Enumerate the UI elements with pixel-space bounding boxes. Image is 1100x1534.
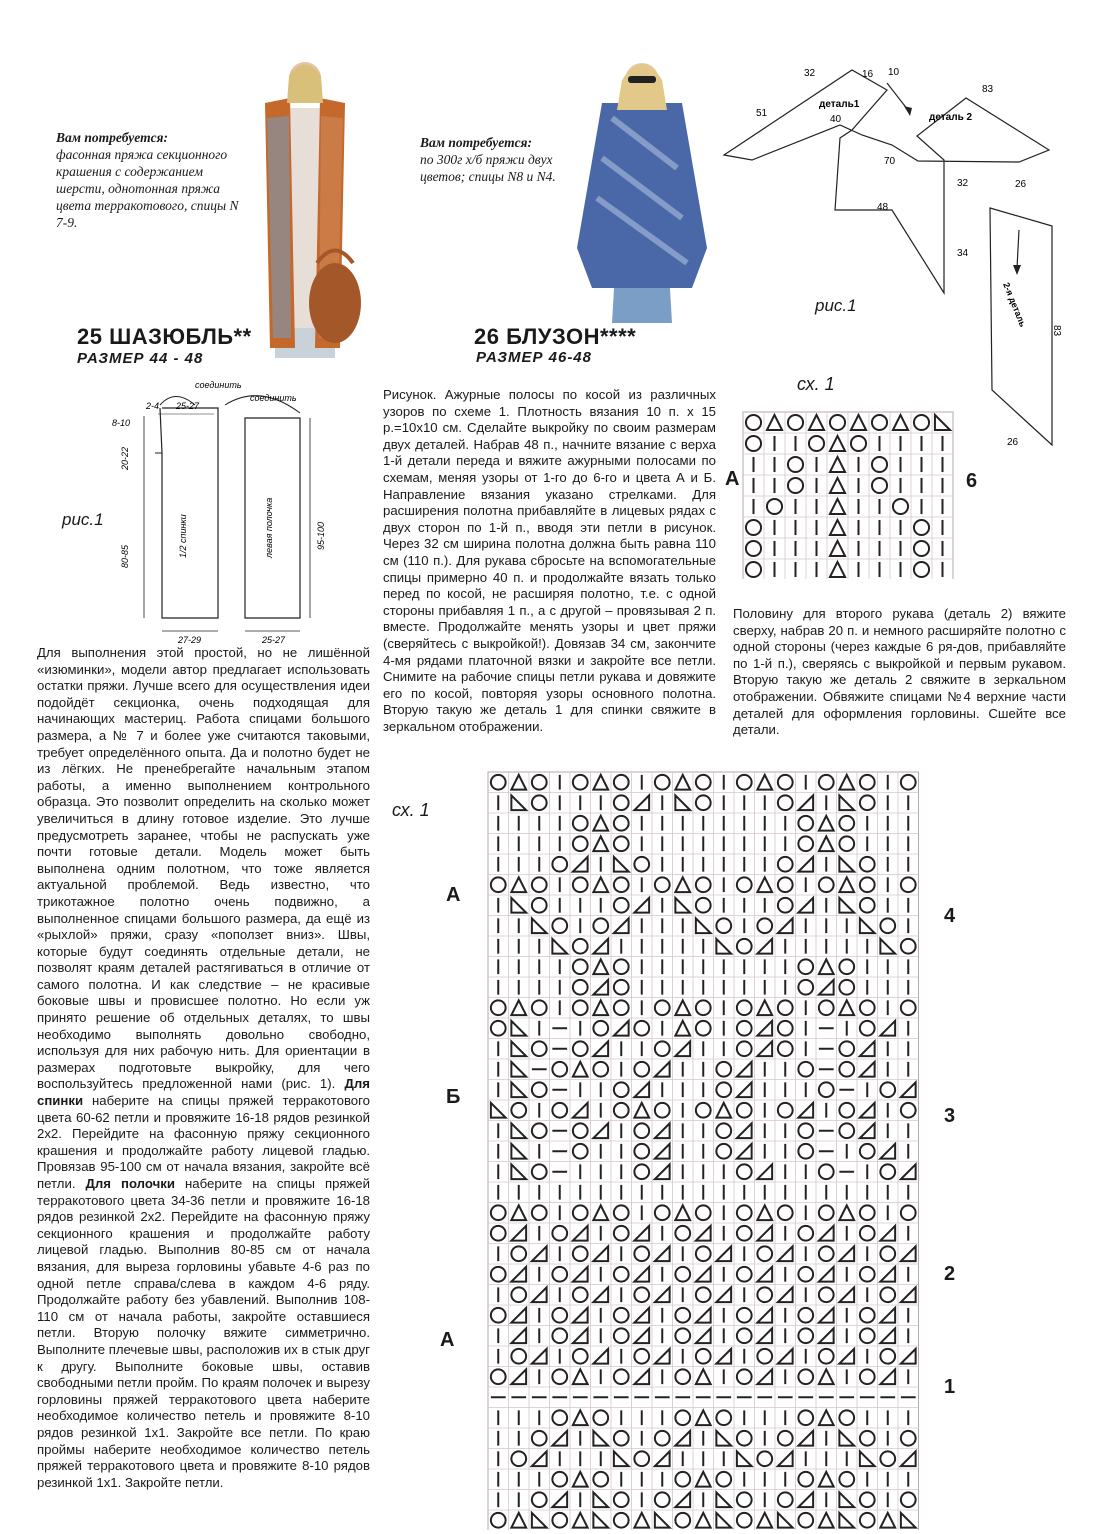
model26-requirements [420,134,575,185]
dim-2-4: 2-4 [146,401,160,411]
big-chart-label: сх. 1 [392,800,430,820]
model25-photo [245,48,365,358]
model25-text-2: наберите на спицы пряжей терракотового цвета 60-62 петли и провяжите 16-18 рядов резинкой 2х2. Перейдите на фасонную пряжу секционного крашения и продолжайте работу лицевой гладью. Провязав 95-100 см от начала вязания, закройте всё петли. [37,1093,370,1191]
connect-label-1: соединить [195,380,242,390]
dim-25-27-top: 25-27 [176,401,200,411]
small-chart-right-label: 6 [966,470,978,492]
model26-body-text-right: Половину для второго рукава (деталь 2) вяжите сверху, набрав 20 п. и немного расширяйте полотно с одной стороны (через каждые 6 ря-дов, прибавляйте по 1-й п.), сверяясь с выкройкой и первым рукавом. Вторую такую же деталь 2 свяжите в зеркальном отображении. Обвяжите спицами №4 верхние части деталей для оформления горловины. Сшейте все детали. [733,606,1066,738]
model26-size: РАЗМЕР 46-48 [476,349,592,366]
model25-title: 25 ШАЗЮБЛЬ** [77,324,252,349]
model25-text-3: наберите на спицы пряжей терракотового цвета 34-36 петли и провяжите 16-18 рядов резинкой 2х2. Перейдите на фасонную пряжу секционного крашения и продолжайте работу лицевой гладью. Выполнив 80-85 см от начала вязания, для выреза горловины убавьте 4-6 раз по одной петле справа/слева в каждом 4-6 ряду. Продолжайте работу без убавлений. Выполнив 108-110 см от начала работы, закройте оставшиеся петли. Вторую полочку вяжите симметрично. Выполните плечевые швы, расположив их в стык друг к другу. Выполните боковые швы, оставив свободными петли пройм. По краям полочек и вырезу горловины пряжей терракотового цвета наберите необходимое количество петель и провяжите 8-10 рядов резинкой 1х1. Закройте все петли. По краю проймы наберите необходимое количество петель пряжей терракотового цвета и провяжите 8-10 рядов резинкой 1х1. Закройте петли. [37,1176,370,1490]
model26-fig-label: рис.1 [815,296,857,315]
dim-32b: 32 [957,178,969,189]
model25-pattern-drawing [100,378,335,648]
small-chart-label: сх. 1 [797,374,835,394]
model25-text-back: Для спинки [37,1076,370,1109]
back-label: 1/2 спинки [178,514,188,558]
model25-text-1: Для выполнения этой простой, но не лишённой «изюминки», модели автор предлагает использовать остатки пряжи. Лучше всего для осуществления идеи подойдёт секционка, очень подходящая для начинающих мастериц. Работа спицами большого размера, а № 7 и более уже считаются таковыми, требует определённого опыта. Да и полотно будет не из лёгких. Не пренебрегайте начальным этапом работы, а именно выполнением контрольного образца. Это позволит определить на сколько может увеличиться в длину готовое изделие. Это лучше предусмотреть заранее, чтобы не распускать уже почти готовые детали. Модель может быть выполнена одним полотном, что тоже является актуальной проблемой. Ведь известно, что трикотажное полотно очень подвижно, а выполненное спицами большого размера, да ещё из «рыхлой» пряжи, сразу «поползет вниз». Швы, которые будут соединять отдельные детали, не позволят краям деталей растягиваться в отличие от самого полотна. И как следствие – не красивые боковые швы и провисшее полотно. Но если уж принято решение об отдельных деталях, то швы необходимо выполнять довольно свободно, используя для них рабочую нить. Для ориентации в размерах подготовьте выкройку, для чего воспользуйтесь предложенной нами (рис. 1). [37,645,370,1092]
big-chart-grid [464,770,940,1530]
model26-pattern-drawing [712,50,1092,455]
dim-32a: 32 [804,68,816,79]
dim-20-22: 20-22 [120,446,130,470]
dim-26b: 26 [1007,437,1019,448]
model26-need-text: по 300г х/б пряжи двух цветов; спицы N8 и N4. [420,152,556,184]
big-chart-right-4: 4 [944,905,956,927]
model26-photo-illustration [572,48,712,323]
dim-26a: 26 [1015,179,1027,190]
arrow-head [1013,265,1021,275]
model26-title: 26 БЛУЗОН**** [474,324,637,349]
detail1-outline [724,70,1049,293]
part2b-label: 2-я деталь [1001,281,1029,329]
big-chart-left-a1: А [446,884,461,906]
back-outline [160,408,218,618]
arrow-line [1017,230,1019,268]
model25-requirements [56,129,246,231]
dim-80-85: 80-85 [120,544,130,568]
model25-fig-label: рис.1 [62,510,104,529]
model25-need-text: фасонная пряжа секционного крашения с содержанием шерсти, однотонная пряжа цвета терракотового, спицы N 7-9. [56,147,239,230]
dim-95-100: 95-100 [316,521,326,550]
dim-27-29: 27-29 [178,635,202,645]
arrow-head-2 [904,106,912,116]
dim-40: 40 [830,114,842,125]
dim-25-27-bottom: 25-27 [262,635,286,645]
dim-51: 51 [756,108,768,119]
model25-text-front: Для полочки [85,1176,175,1191]
big-chart-right-3: 3 [944,1105,956,1127]
dim-8-10: 8-10 [112,418,131,428]
connect-label-2: соединить [250,393,297,403]
dim-83b: 83 [1051,325,1062,337]
front-label: левая полочка [264,497,274,558]
small-chart-left-label: А [725,468,740,490]
dim-83a: 83 [982,84,994,95]
model25-body-text [37,645,370,1491]
model26-photo [572,48,712,323]
dim-16: 16 [862,69,874,80]
big-chart-right-2: 2 [944,1263,956,1285]
big-chart-left-a2: А [440,1329,455,1351]
arrow-line-2 [887,83,908,110]
dim-48: 48 [877,202,889,213]
part1-label: деталь1 [819,99,860,110]
model26-need-title: Вам потребуется: [420,135,533,150]
model25-need-title: Вам потребуется: [56,130,169,145]
big-chart-left-b: Б [446,1086,461,1108]
model25-photo-illustration [245,48,365,358]
small-chart-grid [742,411,962,579]
part2-label: деталь 2 [929,112,973,123]
dim-34: 34 [957,248,969,259]
big-chart-right-1: 1 [944,1376,956,1398]
model26-body-text: Рисунок. Ажурные полосы по косой из различных узоров по схеме 1. Плотность вязания 10 п. х 15 р.=10х10 см. Сделайте выкройку по своим размерам двух деталей. Набрав 48 п., начните вязание с верха 1-й детали переда и вяжите ажурными полосами по схемам, меняя узоры от 1-го до 6-го и цвета А и Б. Направление вязания указано стрелками. Для расширения полотна прибавляйте в лицевых рядах с двух сторон по 1-й п., вводя эти петли в рисунок. Через 32 см ширина полотна должна быть равна 110 см (110 п.). Для рукава сбросьте на вспомогательные спицы примерно 40 п. и продолжайте вязать только перед по косой, не расширяя полотно, т.е. с одной стороны прибавляя 1 п., а с другой – провязывая 2 п. вместе. Продолжайте менять узоры и цвет пряжи (сверяйтесь с выкройкой!). Довязав 34 см, закончите 4-мя рядами платочной вязки и закройте все петли. Снимите на рабочие спицы петли рукава и довяжите его по косой, повторяя узоры основного полотна. Вторую такую же деталь 1 для спинки свяжите в зеркальном отображении. [383,387,716,734]
dim-70: 70 [884,156,896,167]
dim-10: 10 [888,67,900,78]
model25-size: РАЗМЕР 44 - 48 [77,350,204,367]
